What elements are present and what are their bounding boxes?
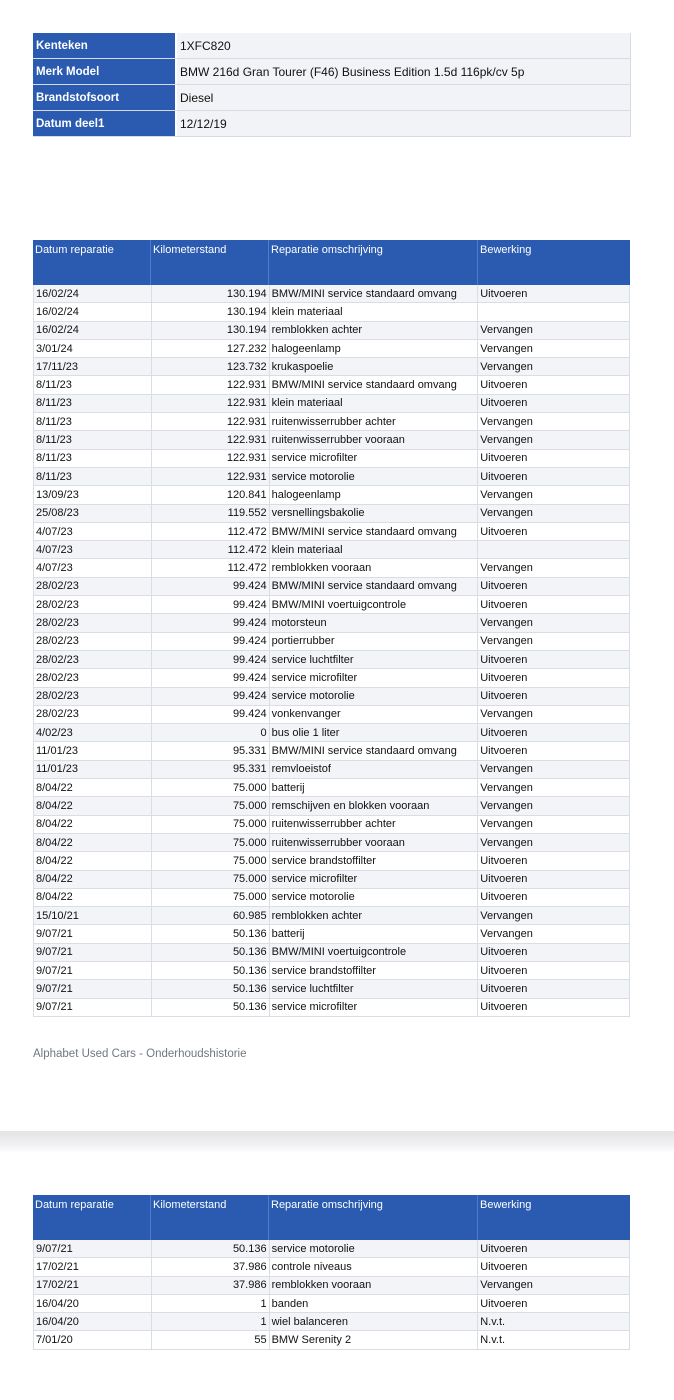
cell-omschrijving: service microfilter [270, 450, 479, 467]
cell-kilometerstand: 120.841 [152, 486, 270, 503]
cell-datum: 8/11/23 [34, 395, 152, 412]
cell-datum: 28/02/23 [34, 596, 152, 613]
cell-bewerking: Uitvoeren [478, 376, 630, 393]
table-body [33, 1240, 630, 1350]
cell-kilometerstand: 127.232 [152, 340, 270, 357]
cell-kilometerstand: 130.194 [152, 322, 270, 339]
table-row [34, 1240, 630, 1258]
cell-datum: 28/02/23 [34, 633, 152, 650]
cell-datum: 8/04/22 [34, 834, 152, 851]
cell-datum: 17/02/21 [34, 1258, 152, 1275]
col-header-omschrijving: Reparatie omschrijving [269, 240, 478, 285]
cell-kilometerstand: 99.424 [152, 688, 270, 705]
cell-kilometerstand: 75.000 [152, 816, 270, 833]
vehicle-info-table [33, 33, 631, 137]
cell-kilometerstand: 75.000 [152, 852, 270, 869]
cell-omschrijving: controle niveaus [270, 1258, 479, 1275]
table-row [34, 999, 630, 1017]
cell-bewerking: Vervangen [478, 505, 630, 522]
cell-datum: 4/02/23 [34, 724, 152, 741]
cell-omschrijving: klein materiaal [270, 395, 479, 412]
cell-kilometerstand: 60.985 [152, 907, 270, 924]
cell-bewerking: Uitvoeren [478, 724, 630, 741]
cell-bewerking: Uitvoeren [478, 852, 630, 869]
table-row [34, 688, 630, 706]
cell-omschrijving: remvloeistof [270, 761, 479, 778]
cell-bewerking: Vervangen [478, 559, 630, 576]
cell-bewerking: Uitvoeren [478, 742, 630, 759]
col-header-datum: Datum reparatie [33, 1195, 151, 1240]
cell-kilometerstand: 50.136 [152, 925, 270, 942]
col-header-kilometerstand: Kilometerstand [151, 1195, 269, 1240]
page-footer: Alphabet Used Cars - Onderhoudshistorie [33, 1048, 247, 1060]
cell-bewerking: Uitvoeren [478, 596, 630, 613]
cell-datum: 11/01/23 [34, 742, 152, 759]
cell-bewerking: Uitvoeren [478, 1295, 630, 1312]
cell-omschrijving: batterij [270, 779, 479, 796]
cell-omschrijving: service brandstoffilter [270, 852, 479, 869]
info-row-kenteken [33, 33, 631, 59]
cell-bewerking: Uitvoeren [478, 468, 630, 485]
cell-omschrijving: service motorolie [270, 889, 479, 906]
col-header-datum: Datum reparatie [33, 240, 151, 285]
cell-omschrijving: BMW/MINI service standaard omvang [270, 742, 479, 759]
cell-kilometerstand: 99.424 [152, 614, 270, 631]
cell-omschrijving: remblokken vooraan [270, 1277, 479, 1294]
info-row-brandstofsoort [33, 85, 631, 111]
table-row [34, 450, 630, 468]
cell-bewerking: Uitvoeren [478, 944, 630, 961]
cell-datum: 17/02/21 [34, 1277, 152, 1294]
table-row [34, 669, 630, 687]
cell-kilometerstand: 1 [152, 1295, 270, 1312]
cell-omschrijving: vonkenvanger [270, 706, 479, 723]
cell-bewerking: Uitvoeren [478, 889, 630, 906]
cell-kilometerstand: 50.136 [152, 944, 270, 961]
info-value: Diesel [177, 85, 631, 110]
cell-omschrijving: versnellingsbakolie [270, 505, 479, 522]
cell-datum: 7/01/20 [34, 1331, 152, 1348]
cell-bewerking [478, 303, 630, 320]
cell-datum: 8/11/23 [34, 413, 152, 430]
cell-kilometerstand: 99.424 [152, 633, 270, 650]
table-row [34, 486, 630, 504]
cell-omschrijving: klein materiaal [270, 541, 479, 558]
cell-datum: 13/09/23 [34, 486, 152, 503]
cell-omschrijving: service luchtfilter [270, 651, 479, 668]
table-row [34, 962, 630, 980]
cell-omschrijving: portierrubber [270, 633, 479, 650]
cell-bewerking: Uitvoeren [478, 395, 630, 412]
cell-datum: 4/07/23 [34, 523, 152, 540]
cell-datum: 28/02/23 [34, 578, 152, 595]
cell-kilometerstand: 112.472 [152, 523, 270, 540]
cell-kilometerstand: 75.000 [152, 779, 270, 796]
table-row [34, 889, 630, 907]
cell-kilometerstand: 75.000 [152, 834, 270, 851]
cell-bewerking: Vervangen [478, 633, 630, 650]
table-row [34, 358, 630, 376]
table-row [34, 578, 630, 596]
cell-bewerking: Uitvoeren [478, 651, 630, 668]
cell-omschrijving: BMW/MINI service standaard omvang [270, 285, 479, 302]
cell-omschrijving: service luchtfilter [270, 980, 479, 997]
cell-datum: 8/11/23 [34, 450, 152, 467]
repair-table-1 [33, 240, 630, 1017]
cell-kilometerstand: 112.472 [152, 541, 270, 558]
cell-kilometerstand: 99.424 [152, 578, 270, 595]
cell-omschrijving: service microfilter [270, 871, 479, 888]
cell-bewerking: Vervangen [478, 797, 630, 814]
cell-bewerking: Uitvoeren [478, 578, 630, 595]
cell-omschrijving: remblokken achter [270, 322, 479, 339]
cell-kilometerstand: 122.931 [152, 468, 270, 485]
col-header-kilometerstand: Kilometerstand [151, 240, 269, 285]
cell-kilometerstand: 50.136 [152, 980, 270, 997]
cell-kilometerstand: 37.986 [152, 1258, 270, 1275]
cell-datum: 16/02/24 [34, 303, 152, 320]
table-row [34, 761, 630, 779]
table-row [34, 505, 630, 523]
cell-kilometerstand: 122.931 [152, 376, 270, 393]
cell-kilometerstand: 95.331 [152, 742, 270, 759]
cell-datum: 8/04/22 [34, 797, 152, 814]
cell-kilometerstand: 1 [152, 1313, 270, 1330]
cell-bewerking: Vervangen [478, 925, 630, 942]
cell-datum: 15/10/21 [34, 907, 152, 924]
table-row [34, 523, 630, 541]
col-header-bewerking: Bewerking [480, 244, 532, 256]
cell-datum: 9/07/21 [34, 944, 152, 961]
cell-omschrijving: ruitenwisserrubber achter [270, 413, 479, 430]
table-row [34, 431, 630, 449]
cell-bewerking: Vervangen [478, 706, 630, 723]
cell-bewerking: N.v.t. [478, 1331, 630, 1348]
cell-datum: 8/11/23 [34, 376, 152, 393]
cell-kilometerstand: 37.986 [152, 1277, 270, 1294]
cell-omschrijving: BMW Serenity 2 [270, 1331, 479, 1348]
cell-omschrijving: service brandstoffilter [270, 962, 479, 979]
col-header-bewerking: Bewerking [480, 1199, 532, 1211]
cell-bewerking: Uitvoeren [478, 669, 630, 686]
cell-omschrijving: BMW/MINI voertuigcontrole [270, 596, 479, 613]
cell-kilometerstand: 99.424 [152, 669, 270, 686]
cell-datum: 8/11/23 [34, 468, 152, 485]
cell-bewerking: Vervangen [478, 358, 630, 375]
table-row [34, 852, 630, 870]
cell-bewerking: Vervangen [478, 816, 630, 833]
cell-kilometerstand: 99.424 [152, 651, 270, 668]
cell-kilometerstand: 99.424 [152, 706, 270, 723]
cell-omschrijving: ruitenwisserrubber vooraan [270, 431, 479, 448]
cell-omschrijving: BMW/MINI service standaard omvang [270, 578, 479, 595]
cell-datum: 3/01/24 [34, 340, 152, 357]
cell-bewerking: Vervangen [478, 907, 630, 924]
cell-omschrijving: krukaspoelie [270, 358, 479, 375]
cell-datum: 4/07/23 [34, 559, 152, 576]
info-value: BMW 216d Gran Tourer (F46) Business Edition 1.5d 116pk/cv 5p [177, 59, 631, 84]
cell-bewerking: N.v.t. [478, 1313, 630, 1330]
table-row [34, 285, 630, 303]
cell-datum: 16/02/24 [34, 322, 152, 339]
table-row [34, 871, 630, 889]
cell-bewerking: Uitvoeren [478, 999, 630, 1016]
cell-datum: 16/04/20 [34, 1295, 152, 1312]
cell-omschrijving: BMW/MINI service standaard omvang [270, 376, 479, 393]
cell-omschrijving: BMW/MINI service standaard omvang [270, 523, 479, 540]
cell-kilometerstand: 130.194 [152, 285, 270, 302]
cell-kilometerstand: 75.000 [152, 871, 270, 888]
cell-bewerking: Vervangen [478, 322, 630, 339]
cell-omschrijving: remblokken vooraan [270, 559, 479, 576]
table-row [34, 468, 630, 486]
cell-kilometerstand: 122.931 [152, 431, 270, 448]
cell-datum: 28/02/23 [34, 688, 152, 705]
cell-kilometerstand: 122.931 [152, 450, 270, 467]
cell-omschrijving: klein materiaal [270, 303, 479, 320]
cell-datum: 28/02/23 [34, 706, 152, 723]
table-row [34, 614, 630, 632]
cell-datum: 28/02/23 [34, 614, 152, 631]
cell-kilometerstand: 122.931 [152, 413, 270, 430]
page-separator [0, 1131, 674, 1153]
table-row [34, 1331, 630, 1349]
info-value: 12/12/19 [177, 111, 631, 136]
table-header [33, 1195, 630, 1240]
cell-datum: 11/01/23 [34, 761, 152, 778]
cell-bewerking: Uitvoeren [478, 523, 630, 540]
cell-kilometerstand: 0 [152, 724, 270, 741]
table-row [34, 322, 630, 340]
cell-datum: 9/07/21 [34, 999, 152, 1016]
info-row-datum-deel1 [33, 111, 631, 137]
cell-datum: 9/07/21 [34, 925, 152, 942]
cell-kilometerstand: 122.931 [152, 395, 270, 412]
cell-bewerking: Vervangen [478, 340, 630, 357]
cell-datum: 8/04/22 [34, 852, 152, 869]
cell-omschrijving: wiel balanceren [270, 1313, 479, 1330]
cell-omschrijving: remschijven en blokken vooraan [270, 797, 479, 814]
table-header [33, 240, 630, 285]
cell-kilometerstand: 50.136 [152, 1240, 270, 1257]
table-row [34, 980, 630, 998]
table-row [34, 797, 630, 815]
cell-datum: 8/11/23 [34, 431, 152, 448]
info-label: Merk Model [33, 59, 177, 84]
cell-omschrijving: service microfilter [270, 669, 479, 686]
cell-omschrijving: banden [270, 1295, 479, 1312]
table-row [34, 413, 630, 431]
table-row [34, 376, 630, 394]
cell-datum: 9/07/21 [34, 962, 152, 979]
info-value: 1XFC820 [177, 33, 631, 58]
cell-bewerking: Vervangen [478, 1277, 630, 1294]
cell-datum: 9/07/21 [34, 1240, 152, 1257]
cell-kilometerstand: 112.472 [152, 559, 270, 576]
cell-omschrijving: service motorolie [270, 688, 479, 705]
table-row [34, 559, 630, 577]
table-row [34, 834, 630, 852]
cell-bewerking: Uitvoeren [478, 962, 630, 979]
cell-datum: 8/04/22 [34, 871, 152, 888]
cell-datum: 28/02/23 [34, 669, 152, 686]
info-label: Datum deel1 [33, 111, 177, 136]
table-body [33, 285, 630, 1017]
cell-bewerking: Vervangen [478, 413, 630, 430]
cell-omschrijving: batterij [270, 925, 479, 942]
cell-omschrijving: service microfilter [270, 999, 479, 1016]
cell-datum: 16/04/20 [34, 1313, 152, 1330]
cell-bewerking: Vervangen [478, 614, 630, 631]
table-row [34, 395, 630, 413]
cell-bewerking: Vervangen [478, 486, 630, 503]
table-row [34, 303, 630, 321]
cell-datum: 16/02/24 [34, 285, 152, 302]
table-row [34, 907, 630, 925]
cell-omschrijving: motorsteun [270, 614, 479, 631]
info-label: Brandstofsoort [33, 85, 177, 110]
cell-bewerking: Vervangen [478, 834, 630, 851]
table-row [34, 779, 630, 797]
table-row [34, 1313, 630, 1331]
cell-bewerking: Uitvoeren [478, 980, 630, 997]
cell-datum: 8/04/22 [34, 816, 152, 833]
cell-bewerking: Vervangen [478, 761, 630, 778]
cell-kilometerstand: 75.000 [152, 797, 270, 814]
info-row-merk-model [33, 59, 631, 85]
table-row [34, 340, 630, 358]
table-row [34, 1295, 630, 1313]
cell-omschrijving: halogeenlamp [270, 486, 479, 503]
repair-table-2 [33, 1195, 630, 1350]
cell-omschrijving: service motorolie [270, 1240, 479, 1257]
cell-omschrijving: BMW/MINI voertuigcontrole [270, 944, 479, 961]
cell-bewerking: Uitvoeren [478, 1258, 630, 1275]
table-row [34, 541, 630, 559]
cell-bewerking: Uitvoeren [478, 1240, 630, 1257]
cell-omschrijving: ruitenwisserrubber vooraan [270, 834, 479, 851]
cell-bewerking [478, 541, 630, 558]
cell-kilometerstand: 130.194 [152, 303, 270, 320]
cell-datum: 4/07/23 [34, 541, 152, 558]
cell-bewerking: Vervangen [478, 431, 630, 448]
cell-bewerking: Uitvoeren [478, 688, 630, 705]
cell-datum: 25/08/23 [34, 505, 152, 522]
table-row [34, 706, 630, 724]
table-row [34, 742, 630, 760]
cell-bewerking: Vervangen [478, 779, 630, 796]
table-row [34, 944, 630, 962]
cell-kilometerstand: 123.732 [152, 358, 270, 375]
cell-omschrijving: ruitenwisserrubber achter [270, 816, 479, 833]
cell-kilometerstand: 119.552 [152, 505, 270, 522]
cell-kilometerstand: 99.424 [152, 596, 270, 613]
cell-bewerking: Uitvoeren [478, 285, 630, 302]
cell-kilometerstand: 50.136 [152, 999, 270, 1016]
cell-kilometerstand: 50.136 [152, 962, 270, 979]
cell-datum: 17/11/23 [34, 358, 152, 375]
cell-datum: 8/04/22 [34, 889, 152, 906]
cell-kilometerstand: 55 [152, 1331, 270, 1348]
cell-omschrijving: halogeenlamp [270, 340, 479, 357]
cell-bewerking: Uitvoeren [478, 450, 630, 467]
info-label: Kenteken [33, 33, 177, 58]
cell-datum: 28/02/23 [34, 651, 152, 668]
table-row [34, 633, 630, 651]
cell-datum: 8/04/22 [34, 779, 152, 796]
cell-datum: 9/07/21 [34, 980, 152, 997]
table-row [34, 724, 630, 742]
table-row [34, 1258, 630, 1276]
cell-omschrijving: bus olie 1 liter [270, 724, 479, 741]
table-row [34, 816, 630, 834]
cell-kilometerstand: 95.331 [152, 761, 270, 778]
table-row [34, 925, 630, 943]
cell-bewerking: Uitvoeren [478, 871, 630, 888]
table-row [34, 596, 630, 614]
cell-omschrijving: service motorolie [270, 468, 479, 485]
cell-omschrijving: remblokken achter [270, 907, 479, 924]
table-row [34, 651, 630, 669]
table-row [34, 1277, 630, 1295]
col-header-omschrijving: Reparatie omschrijving [269, 1195, 478, 1240]
cell-kilometerstand: 75.000 [152, 889, 270, 906]
